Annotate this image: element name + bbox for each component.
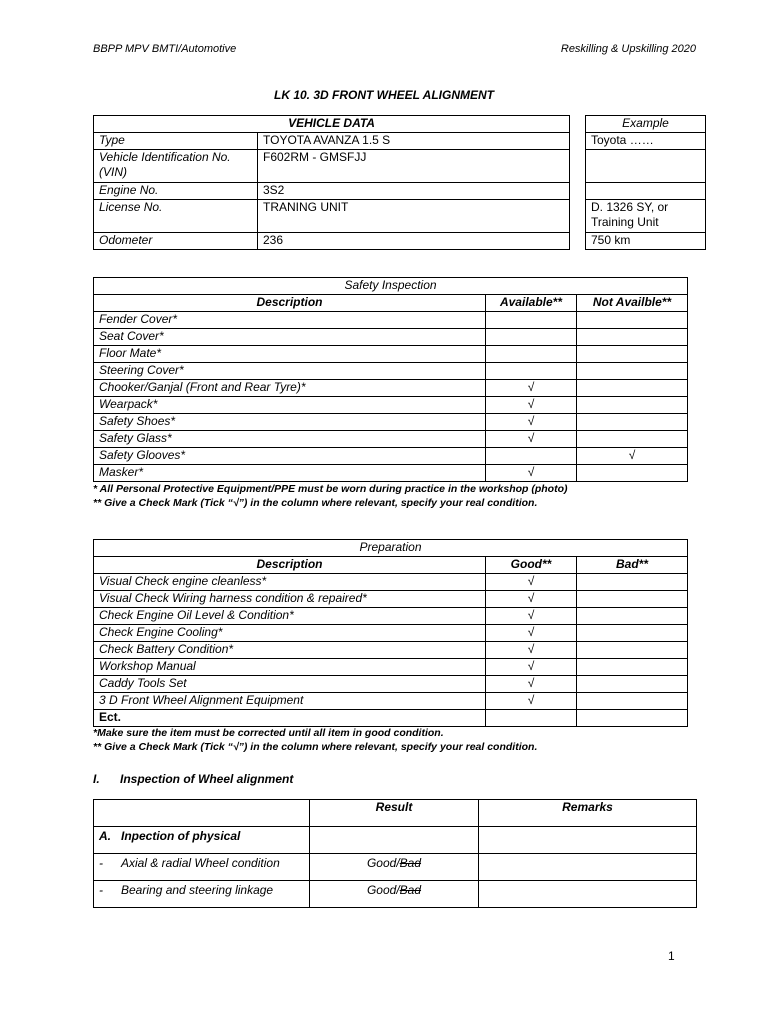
preparation-bad-cell: [577, 693, 688, 710]
safety-item: Safety Shoes*: [94, 414, 486, 431]
preparation-item: 3 D Front Wheel Alignment Equipment: [94, 693, 486, 710]
example-value: D. 1326 SY, or Training Unit: [586, 200, 706, 233]
preparation-note-2: ** Give a Check Mark (Tick “√”) in the column where relevant, specify your real condition.: [93, 741, 538, 753]
table-row: [94, 414, 688, 431]
safety-available-cell: [486, 363, 577, 380]
safety-not-available-cell: [577, 329, 688, 346]
preparation-good-cell: √: [486, 625, 577, 642]
table-row: [94, 397, 688, 414]
page-number: 1: [668, 949, 675, 963]
table-row: [94, 465, 688, 482]
result-cell: [310, 827, 479, 854]
safety-available-cell: √: [486, 414, 577, 431]
table-row: [94, 659, 688, 676]
vehicle-data-table: [93, 115, 570, 250]
page-title: LK 10. 3D FRONT WHEEL ALIGNMENT: [273, 88, 494, 102]
preparation-bad-cell: [577, 574, 688, 591]
col-remarks: Remarks: [479, 800, 697, 827]
col-result: Result: [310, 800, 479, 827]
safety-not-available-cell: [577, 312, 688, 329]
result-cell: [310, 881, 479, 908]
table-row: [94, 431, 688, 448]
safety-not-available-cell: [577, 397, 688, 414]
example-value: [586, 183, 706, 200]
preparation-bad-cell: [577, 659, 688, 676]
preparation-bad-cell: [577, 591, 688, 608]
example-value: 750 km: [586, 233, 706, 250]
vehicle-data-heading: VEHICLE DATA: [94, 116, 570, 133]
safety-item: Masker*: [94, 465, 486, 482]
vehicle-value: TRANING UNIT: [258, 200, 570, 233]
result-good: Good/: [366, 856, 400, 870]
preparation-good-cell: √: [486, 591, 577, 608]
safety-item: Safety Glass*: [94, 431, 486, 448]
preparation-item: Ect.: [94, 710, 486, 727]
vehicle-value: F602RM - GMSFJJ: [258, 150, 570, 183]
table-row: [94, 693, 688, 710]
table-row: [94, 312, 688, 329]
safety-item: Chooker/Ganjal (Front and Rear Tyre)*: [94, 380, 486, 397]
header-right: Reskilling & Upskilling 2020: [560, 43, 696, 55]
vehicle-label: Vehicle Identification No. (VIN): [94, 150, 258, 183]
preparation-item: Check Engine Cooling*: [94, 625, 486, 642]
result-cell: [310, 854, 479, 881]
safety-not-available-cell: [577, 431, 688, 448]
inspection-item-label: Axial & radial Wheel condition: [121, 856, 280, 870]
preparation-bad-cell: [577, 608, 688, 625]
vehicle-label: Odometer: [94, 233, 258, 250]
preparation-good-cell: √: [486, 608, 577, 625]
table-row: [94, 329, 688, 346]
preparation-item: Check Engine Oil Level & Condition*: [94, 608, 486, 625]
vehicle-value: 236: [258, 233, 570, 250]
inspection-item: [94, 881, 310, 908]
table-row: [94, 591, 688, 608]
preparation-good-cell: √: [486, 574, 577, 591]
safety-available-cell: [486, 448, 577, 465]
safety-available-cell: √: [486, 465, 577, 482]
subsection-cell: [94, 827, 310, 854]
preparation-item: Check Battery Condition*: [94, 642, 486, 659]
preparation-good-cell: √: [486, 676, 577, 693]
subsection-letter: A.: [99, 829, 111, 843]
safety-not-available-cell: [577, 414, 688, 431]
table-row: [94, 574, 688, 591]
table-row: [94, 625, 688, 642]
preparation-item: Workshop Manual: [94, 659, 486, 676]
table-row: [94, 346, 688, 363]
safety-not-available-cell: [577, 363, 688, 380]
safety-item: Floor Mate*: [94, 346, 486, 363]
safety-available-cell: [486, 312, 577, 329]
remarks-cell: [479, 881, 697, 908]
example-table: [585, 115, 706, 250]
safety-note-1: * All Personal Protective Equipment/PPE must be worn during practice in the workshop (photo): [93, 483, 568, 495]
safety-available-cell: [486, 329, 577, 346]
vehicle-value: TOYOTA AVANZA 1.5 S: [258, 133, 570, 150]
table-row: [94, 608, 688, 625]
preparation-good-cell: √: [486, 693, 577, 710]
preparation-item: Visual Check engine cleanless*: [94, 574, 486, 591]
remarks-cell: [479, 854, 697, 881]
preparation-col-bad: Bad**: [577, 557, 688, 574]
safety-heading: Safety Inspection: [94, 278, 688, 295]
vehicle-label: Engine No.: [94, 183, 258, 200]
safety-not-available-cell: √: [577, 448, 688, 465]
table-row: [94, 881, 697, 908]
preparation-table: [93, 539, 688, 727]
preparation-bad-cell: [577, 625, 688, 642]
result-good: Good/: [366, 883, 400, 897]
preparation-heading: Preparation: [94, 540, 688, 557]
safety-col-not-available: Not Availble**: [577, 295, 688, 312]
result-bad-struck: Bad: [399, 883, 422, 897]
preparation-bad-cell: [577, 676, 688, 693]
safety-available-cell: √: [486, 397, 577, 414]
example-value: [586, 150, 706, 183]
preparation-item: Caddy Tools Set: [94, 676, 486, 693]
section-number: I.: [93, 772, 100, 786]
table-row: [94, 448, 688, 465]
table-row: [94, 380, 688, 397]
section-title: Inspection of Wheel alignment: [120, 772, 294, 786]
table-row: [94, 676, 688, 693]
result-bad-struck: Bad: [399, 856, 422, 870]
safety-item: Seat Cover*: [94, 329, 486, 346]
safety-item: Fender Cover*: [94, 312, 486, 329]
safety-available-cell: [486, 346, 577, 363]
vehicle-label: Type: [94, 133, 258, 150]
safety-item: Safety Glooves*: [94, 448, 486, 465]
remarks-cell: [479, 827, 697, 854]
preparation-bad-cell: [577, 710, 688, 727]
safety-note-2: ** Give a Check Mark (Tick “√”) in the column where relevant, specify your real condition.: [93, 497, 538, 509]
safety-col-available: Available**: [486, 295, 577, 312]
example-value: Toyota ……: [586, 133, 706, 150]
preparation-good-cell: [486, 710, 577, 727]
preparation-col-description: Description: [94, 557, 486, 574]
dash: -: [99, 883, 103, 897]
safety-available-cell: √: [486, 380, 577, 397]
header-left: BBPP MPV BMTI/Automotive: [93, 43, 237, 55]
safety-item: Wearpack*: [94, 397, 486, 414]
inspection-item-label: Bearing and steering linkage: [121, 883, 274, 897]
preparation-bad-cell: [577, 642, 688, 659]
preparation-col-good: Good**: [486, 557, 577, 574]
safety-col-description: Description: [94, 295, 486, 312]
preparation-good-cell: √: [486, 659, 577, 676]
safety-inspection-table: [93, 277, 688, 482]
preparation-item: Visual Check Wiring harness condition & repaired*: [94, 591, 486, 608]
safety-available-cell: √: [486, 431, 577, 448]
example-heading: Example: [586, 116, 706, 133]
subsection-title: Inpection of physical: [121, 829, 241, 843]
inspection-item: [94, 854, 310, 881]
safety-not-available-cell: [577, 346, 688, 363]
blank-cell: [94, 800, 310, 827]
table-row: [94, 854, 697, 881]
preparation-good-cell: √: [486, 642, 577, 659]
wheel-alignment-table: [93, 799, 697, 908]
safety-not-available-cell: [577, 380, 688, 397]
preparation-note-1: *Make sure the item must be corrected until all item in good condition.: [93, 727, 444, 739]
safety-not-available-cell: [577, 465, 688, 482]
table-row: [94, 642, 688, 659]
vehicle-value: 3S2: [258, 183, 570, 200]
vehicle-label: License No.: [94, 200, 258, 233]
table-row: [94, 363, 688, 380]
safety-item: Steering Cover*: [94, 363, 486, 380]
table-row: [94, 710, 688, 727]
dash: -: [99, 856, 103, 870]
